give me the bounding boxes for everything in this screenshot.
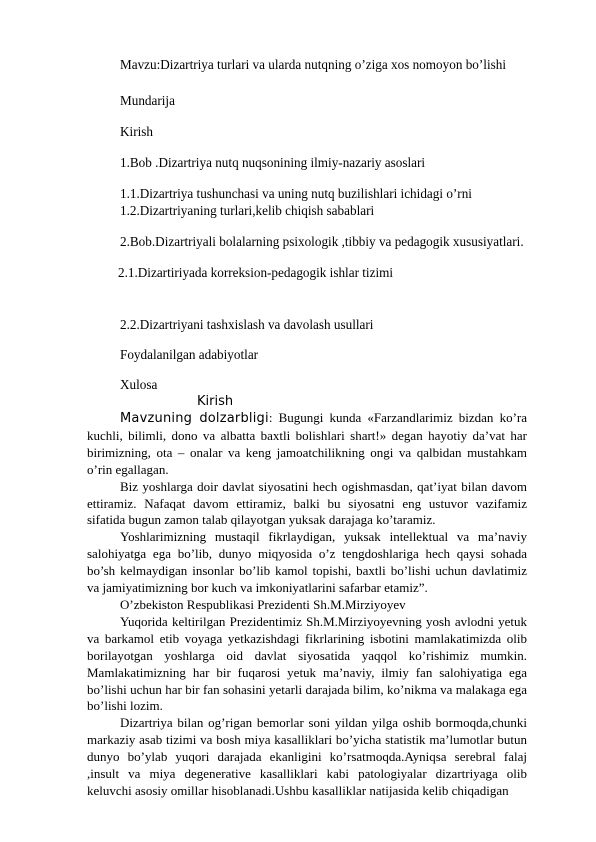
paragraph-dysarthria: Dizartriya bilan og’rigan bemorlar soni yildan yilga oshib bormoqda,chunki markaziy asab tizimi va bosh miya kasalliklari bo’yicha statistik ma’lumotlar butun dunyo bo’ylab yuqori darajada ekanligini ko’rsatmoqda.Ayniqsa serebral falaj ,insult va miya degenerative kasalliklari kabi patologiyalar dizartriyaga olib keluvchi asosiy omillar hisoblanadi.Ushbu kasalliklar natijasida kelib chiqadigan [87,715,527,798]
toc-item-2-1: 2.1.Dizartiriyada korreksion-pedagogik ishlar tizimi [118,265,394,280]
toc-item-1-1: 1.1.Dizartriya tushunchasi va uning nutq buzilishlari ichidagi o’rni [120,186,472,201]
paragraph-state-policy: Yuqorida keltirilgan Prezidentimiz Sh.M.Mirziyoyevning yosh avlodni yetuk va barkamol etib voyaga yetkazishdagi fikrlarining isbotini mamlakatimizda olib borilayotgan yoshlarga oid davlat siyosatida yaqqol ko’rishimiz mumkin. Mamlakatimizning har bir fuqarosi yetuk ma’naviy, ilmiy fan salohiyatiga ega bo’lishi uchun har bir fan sohasini yetarli darajada bilim, ko’nikma va malakaga ega bo’lishi lozim. [87,613,527,714]
section-title: Kirish [197,394,234,409]
toc-item-conclusion: Xulosa [120,377,158,392]
section-body [87,410,527,800]
toc-item-1-2: 1.2.Dizartriyaning turlari,kelib chiqish sabablari [120,203,375,218]
toc-item-intro: Kirish [120,124,153,139]
paragraph-relevance-text: : Bugungi kunda «Farzandlarimiz bizdan ko’ra kuchli, bilimli, dono va albatta baxtli bolishlari shart!» degan hayotiy da’vat har birimizning, ota – onalar va keng jamoatchilikning ongi va qalbidan mustahkam o’rin egallagan. [87,410,527,477]
lead-term: Mavzuning dolzarbligi [120,411,269,426]
quote-attribution: O’zbekiston Respublikasi Prezidenti Sh.M.Mirziyoyev [120,596,406,612]
paragraph-policy: Biz yoshlarga doir davlat siyosatini hech ogishmasdan, qat’iyat bilan davom ettiramiz. Nafaqat davom ettiramiz, balki bu siyosatni eng ustuvor vazifamiz sifatida bugun zamon talab qilayotgan yuksak darajaga ko’taramiz. [87,478,527,528]
toc-item-chapter-1: 1.Bob .Dizartriya nutq nuqsonining ilmiy-nazariy asoslari [120,155,426,170]
paragraph-relevance [87,410,527,479]
toc-item-references: Foydalanilgan adabiyotlar [120,347,259,362]
contents-title: Mundarija [120,93,175,108]
paragraph-youth: Yoshlarimizning mustaqil fikrlaydigan, yuksak intellektual va ma’naviy salohiyatga ega bo’lib, dunyo miqyosida o’z tengdoshlariga hech qaysi sohada bo’sh kelmaydigan insonlar bo’lib kamol topishi, baxtli bo’lishi uchun davlatimiz va jamiyatimizning bor kuch va imkoniyatlarini safarbar etamiz”. [87,529,527,596]
topic-line: Mavzu:Dizartriya turlari va ularda nutqning o’ziga xos nomoyon bo’lishi [120,57,507,72]
toc-item-2-2: 2.2.Dizartriyani tashxislash va davolash usullari [120,317,374,332]
toc-item-chapter-2: 2.Bob.Dizartriyali bolalarning psixologik ,tibbiy va pedagogik xususiyatlari. [120,234,524,249]
